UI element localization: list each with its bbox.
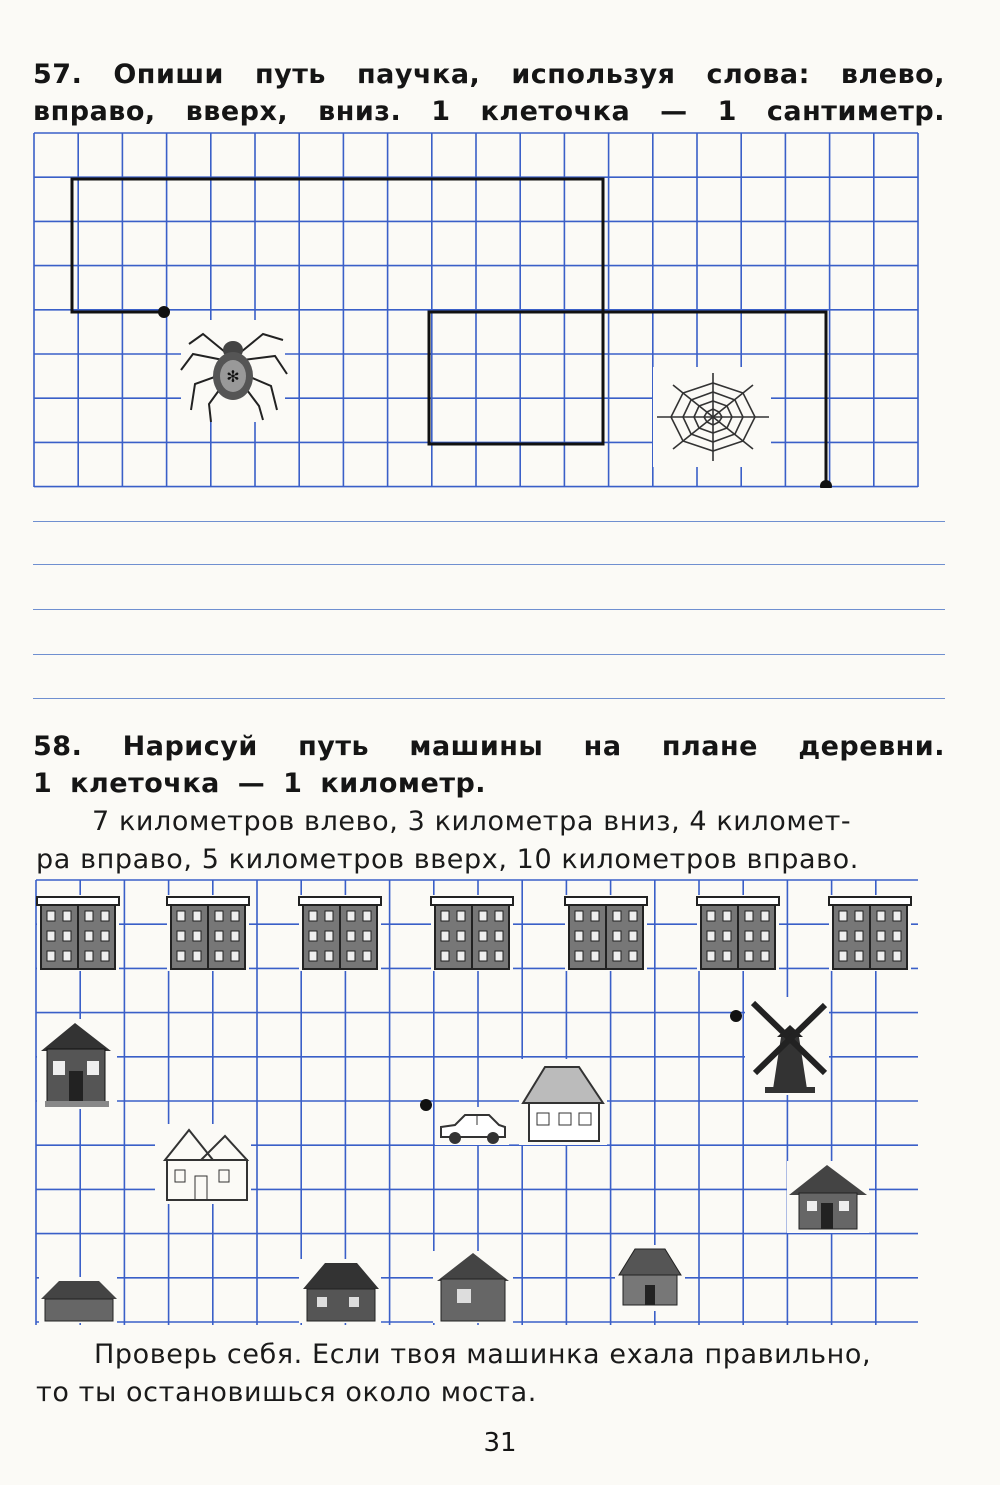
apartment-building-icon — [697, 895, 779, 971]
wooden-house-icon — [433, 1251, 513, 1323]
writing-line — [33, 609, 945, 610]
page-number: 31 — [483, 1428, 517, 1458]
task-58-title-line-1: 58. Нарисуй путь машины на плане деревни. — [33, 731, 945, 762]
log-hut-icon — [615, 1245, 685, 1311]
spider-web-icon — [653, 367, 771, 467]
apartment-building-icon — [431, 895, 513, 971]
writing-line — [33, 654, 945, 655]
village-map-grid — [35, 879, 919, 1326]
brick-house-icon — [37, 1019, 117, 1109]
cottage-icon — [155, 1124, 251, 1204]
apartment-building-icon — [37, 895, 119, 971]
apartment-building-icon — [299, 895, 381, 971]
village-house-icon — [519, 1059, 607, 1145]
spider-icon — [181, 320, 287, 422]
car-icon — [435, 1107, 509, 1145]
task-57-title — [33, 56, 945, 130]
spider-grid — [33, 132, 919, 488]
log-hut-icon — [39, 1277, 117, 1323]
svg-text:✻: ✻ — [226, 367, 240, 386]
path-start-dot — [158, 306, 170, 318]
instruction-line-1: 7 километров влево, 3 километра вниз, 4 километ- — [92, 806, 852, 837]
wooden-house-icon — [787, 1161, 869, 1233]
writing-line — [33, 564, 945, 565]
windmill-icon — [745, 997, 829, 1095]
apartment-building-icon — [829, 895, 911, 971]
writing-line — [33, 698, 945, 699]
task-58-title — [33, 728, 945, 802]
windmill-dot — [730, 1010, 742, 1022]
apartment-building-icon — [167, 895, 249, 971]
check-yourself-line-2: то ты остановишься около моста. — [36, 1377, 537, 1408]
car-start-dot — [420, 1099, 432, 1111]
task-57-title-line-2: вправо, вверх, вниз. 1 клеточка — 1 сантиметр. — [33, 96, 945, 127]
apartment-building-icon — [565, 895, 647, 971]
instruction-line-2: ра вправо, 5 километров вверх, 10 километров вправо. — [36, 844, 859, 875]
task-57-title-line-1: 57. Опиши путь паучка, используя слова: влево, — [33, 59, 945, 90]
check-yourself-line-1: Проверь себя. Если твоя машинка ехала правильно, — [94, 1339, 872, 1370]
writing-line — [33, 521, 945, 522]
log-hut-icon — [299, 1259, 381, 1323]
task-58-title-line-2: 1 клеточка — 1 километр. — [33, 768, 487, 799]
